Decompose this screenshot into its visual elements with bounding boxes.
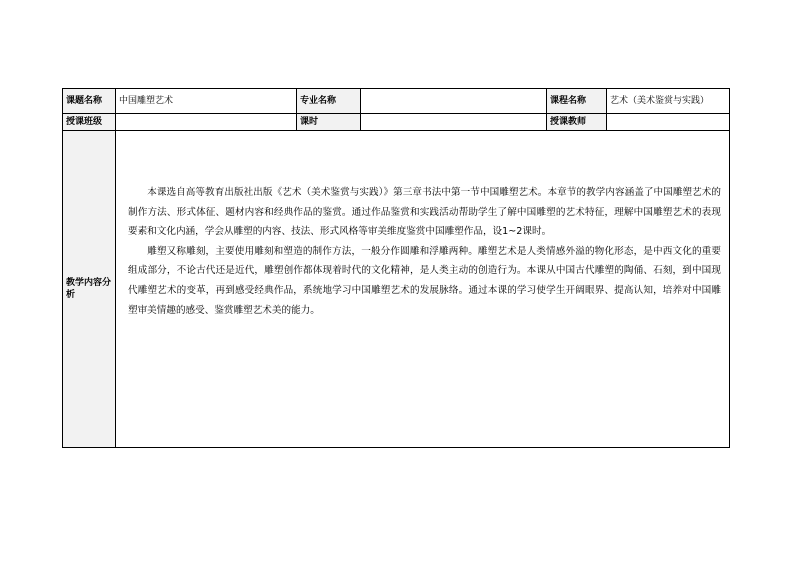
lesson-plan-table xyxy=(62,88,730,448)
hours-label: 课时 xyxy=(297,114,361,131)
table-row-analysis xyxy=(63,131,730,448)
subject-name-value: 艺术（美术鉴赏与实践） xyxy=(607,89,730,114)
class-value xyxy=(116,114,297,131)
subject-name-label: 课程名称 xyxy=(547,89,607,114)
course-name-value: 中国雕塑艺术 xyxy=(116,89,297,114)
analysis-content xyxy=(116,131,730,448)
major-name-label: 专业名称 xyxy=(297,89,361,114)
table-row-class xyxy=(63,114,730,131)
teacher-value xyxy=(607,114,730,131)
analysis-label: 教学内容分析 xyxy=(63,131,116,448)
table-row-course xyxy=(63,89,730,114)
analysis-paragraph-2: 雕塑又称雕刻，主要使用雕刻和塑造的制作方法，一般分作圆雕和浮雕两种。雕塑艺术是人类情感外溢的物化形态，是中西文化的重要组成部分，不论古代还是近代，雕塑创作都体现着时代的文化精神，是人类主动的创造行为。本课从中国古代雕塑的陶俑、石刻，到中国现代雕塑艺术的变革，再到感受经典作品，系统地学习中国雕塑艺术的发展脉络。通过本课的学习使学生开阔眼界、提高认知，培养对中国雕塑审美情趣的感受、鉴赏雕塑艺术美的能力。 xyxy=(128,245,721,316)
class-label: 授课班级 xyxy=(63,114,116,131)
major-name-value xyxy=(361,89,547,114)
teacher-label: 授课教师 xyxy=(547,114,607,131)
hours-value xyxy=(361,114,547,131)
course-name-label: 课题名称 xyxy=(63,89,116,114)
analysis-paragraph-1: 本课选自高等教育出版社出版《艺术（美术鉴赏与实践）》第三章书法中第一节中国雕塑艺术。本章节的教学内容涵盖了中国雕塑艺术的制作方法、形式体征、题材内容和经典作品的鉴赏。通过作品鉴赏和实践活动帮助学生了解中国雕塑的艺术特征，理解中国雕塑艺术的表现要素和文化内涵，学会从雕塑的内容、技法、形式风格等审美维度鉴赏中国雕塑作品，设1~2课时。 xyxy=(128,187,721,238)
